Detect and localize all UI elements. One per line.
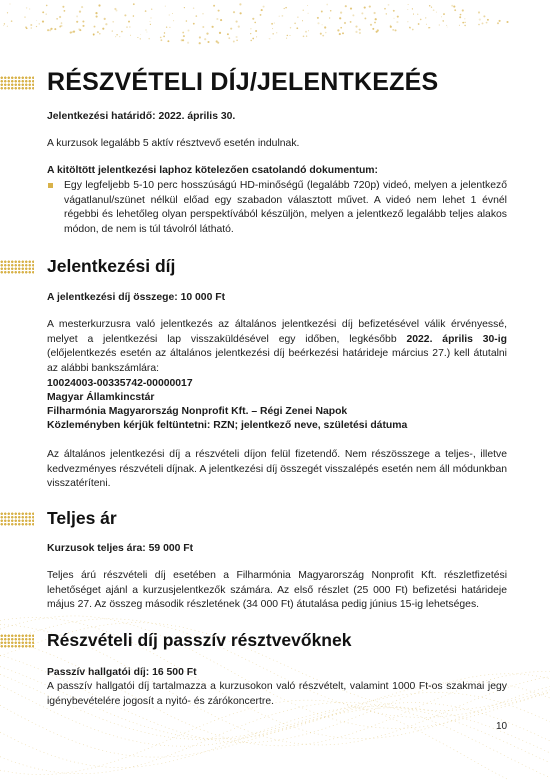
deadline-value: 2022. április 30. [158, 111, 236, 122]
registration-fee-heading: Jelentkezési díj [47, 256, 176, 276]
registration-fee-text-a: A mesterkurzusra való jelentkezés az általános jelentkezési díj befizetésével válik érvényessé, melyet a jelentkezési lap visszaküldésével egy időben, legkésőbb [47, 319, 507, 345]
registration-fee-amount: A jelentkezési díj összege: 10 000 Ft [47, 292, 226, 303]
section-marker-full-price [0, 512, 34, 526]
full-price-amount: Kurzusok teljes ára: 59 000 Ft [47, 543, 194, 554]
deadline-label: Jelentkezési határidő: [47, 111, 156, 122]
passive-fee-heading: Részvételi díj passzív résztvevőknek [47, 630, 352, 650]
registration-fee-deadline: 2022. április 30-ig [406, 333, 507, 345]
section-marker-registration-fee [0, 260, 34, 274]
deadline-line [47, 110, 507, 125]
passive-fee-paragraph: A passzív hallgatói díj tartalmazza a kurzusokon való részvételt, valamint 1000 Ft-os szakmai jegy igénybevételére jogosít a nyitó- és zárókoncertre. [47, 681, 507, 707]
registration-fee-text-b: (előjelentkezés esetén az általános jelentkezési díj beérkezési határideje március 27.) kell átutalni az alábbi bankszámlára: [47, 348, 507, 374]
decorative-gold-dots-top [0, 0, 550, 60]
page-number: 10 [496, 721, 508, 732]
registration-fee-note: Az általános jelentkezési díj a részvételi díjon felül fizetendő. Nem részösszege a teljes-, illetve kedvezményes részvételi díjnak. A jelentkezési díj összegét visszalépés esetén nem áll módunkban visszatéríteni. [47, 449, 507, 490]
section-marker-title [0, 76, 34, 90]
attachment-list-item [47, 179, 507, 237]
beneficiary-name: Filharmónia Magyarország Nonprofit Kft. – Régi Zenei Napok [47, 406, 348, 417]
section-marker-passive-fee [0, 634, 34, 648]
attachment-item-text: Egy legfeljebb 5-10 perc hosszúságú HD-minőségű (legalább 720p) videó, melyen a jelentkező vágatlanul/szünet nélkül előad egy szabadon választott művet. A videó nem lehet 1 évnél régebbi és lehetőleg olyan perspektívából készüljön, melyen a jelentkező legalább teljes alakos módon, de nem is túl távolról látható. [64, 180, 507, 235]
bank-name: Magyar Államkincstár [47, 392, 155, 403]
bullet-square-icon [48, 183, 53, 188]
bank-account-number: 10024003-00335742-00000017 [47, 378, 193, 389]
min-participants-text: A kurzusok legalább 5 aktív résztvevő esetén indulnak. [47, 138, 300, 149]
passive-fee-amount: Passzív hallgatói díj: 16 500 Ft [47, 667, 197, 678]
transfer-reference: Közleményben kérjük feltüntetni: RZN; jelentkező neve, születési dátuma [47, 420, 408, 431]
full-price-heading: Teljes ár [47, 508, 117, 528]
page-title: RÉSZVÉTELI DÍJ/JELENTKEZÉS [47, 68, 439, 96]
attachment-heading: A kitöltött jelentkezési laphoz kötelezően csatolandó dokumentum: [47, 165, 379, 176]
full-price-paragraph: Teljes árú részvételi díj esetében a Filharmónia Magyarország Nonprofit Kft. részletfizetési lehetőséget ajánl a kurzusjelentkezők számára. Az első részlet (25 000 Ft) befizetési határideje május 27. Az összeg második részletének (34 000 Ft) átutalása pedig június 15-ig lehetséges. [47, 570, 507, 611]
registration-fee-paragraph [47, 318, 507, 376]
